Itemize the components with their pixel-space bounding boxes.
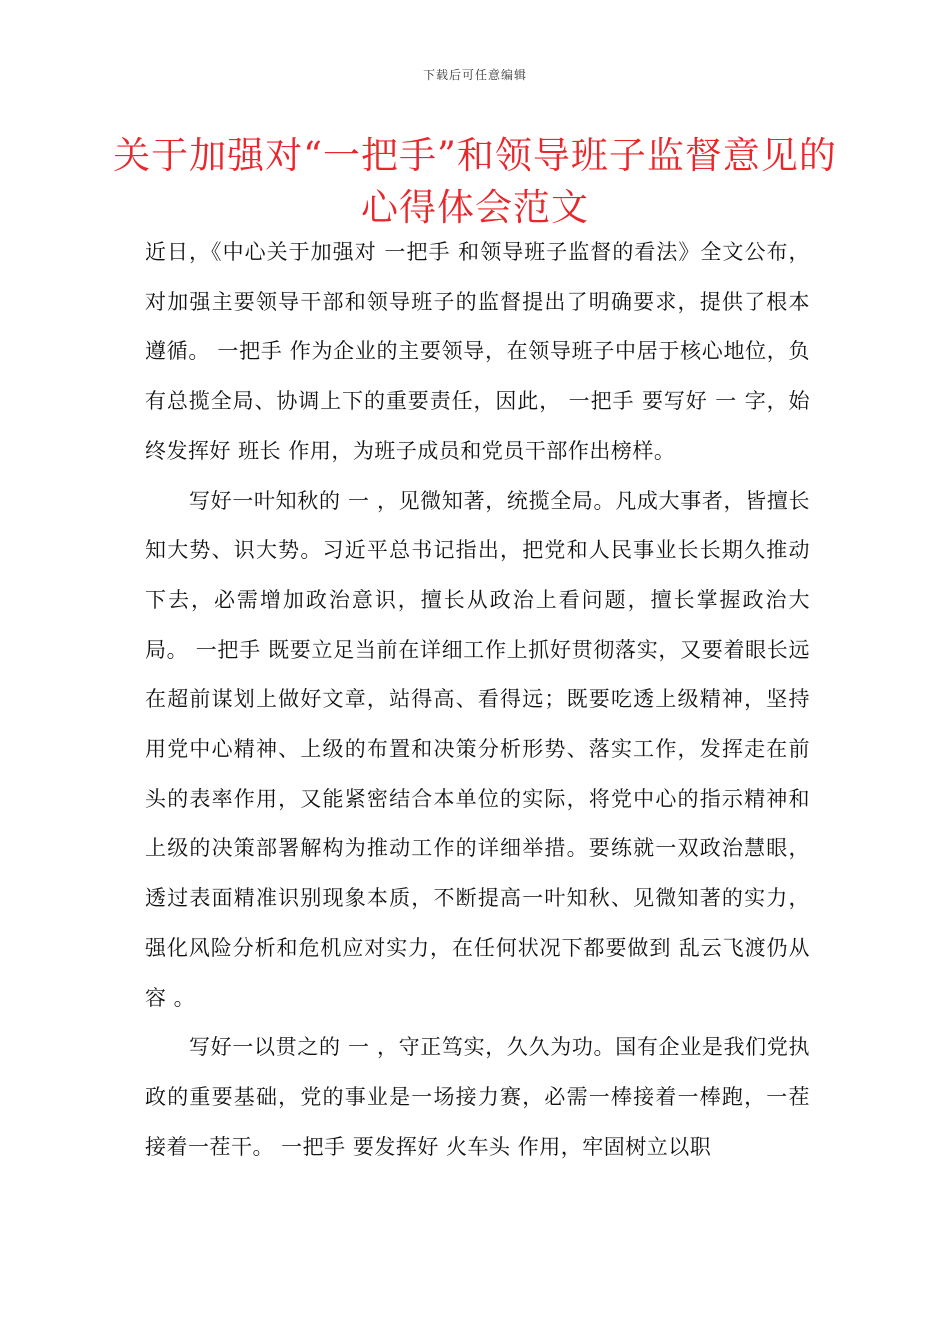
header-note: 下载后可任意编辑	[422, 68, 527, 82]
document-body	[145, 228, 810, 1172]
document-title: 关于加强对“一把手”和领导班子监督意见的心得体会范文	[113, 134, 837, 229]
paragraph-2: 写好一叶知秋的 一 ，见微知著，统揽全局。凡成大事者，皆擅长知大势、识大势。习近平总书记指出，把党和人民事业长长期久推动下去，必需增加政治意识，擅长从政治上看问题，擅长掌握政治大局。 一把手 既要立足当前在详细工作上抓好贯彻落实，又要着眼长远在超前谋划上做好文章，站得高、看得远；既要吃透上级精神，坚持用党中心精神、上级的布置和决策分析形势、落实工作，发挥走在前头的表率作用，又能紧密结合本单位的实际，将党中心的指示精神和上级的决策部署解构为推动工作的详细举措。要练就一双政治慧眼，透过表面精准识别现象本质，不断提高一叶知秋、见微知著的实力，强化风险分析和危机应对实力，在任何状况下都要做到 乱云飞渡仍从容 。	[145, 488, 810, 1010]
paragraph-1: 近日，《中心关于加强对 一把手 和领导班子监督的看法》全文公布，对加强主要领导干部和领导班子的监督提出了明确要求，提供了根本遵循。 一把手 作为企业的主要领导，在领导班子中居于核心地位，负有总揽全局、协调上下的重要责任，因此， 一把手 要写好 一 字，始终发挥好 班长 作用，为班子成员和党员干部作出榜样。	[145, 240, 810, 463]
paragraph-3: 写好一以贯之的 一 ，守正笃实，久久为功。国有企业是我们党执政的重要基础，党的事业是一场接力赛，必需一棒接着一棒跑，一茬接着一茬干。 一把手 要发挥好 火车头 作用，牢固树立以职	[145, 1035, 810, 1159]
